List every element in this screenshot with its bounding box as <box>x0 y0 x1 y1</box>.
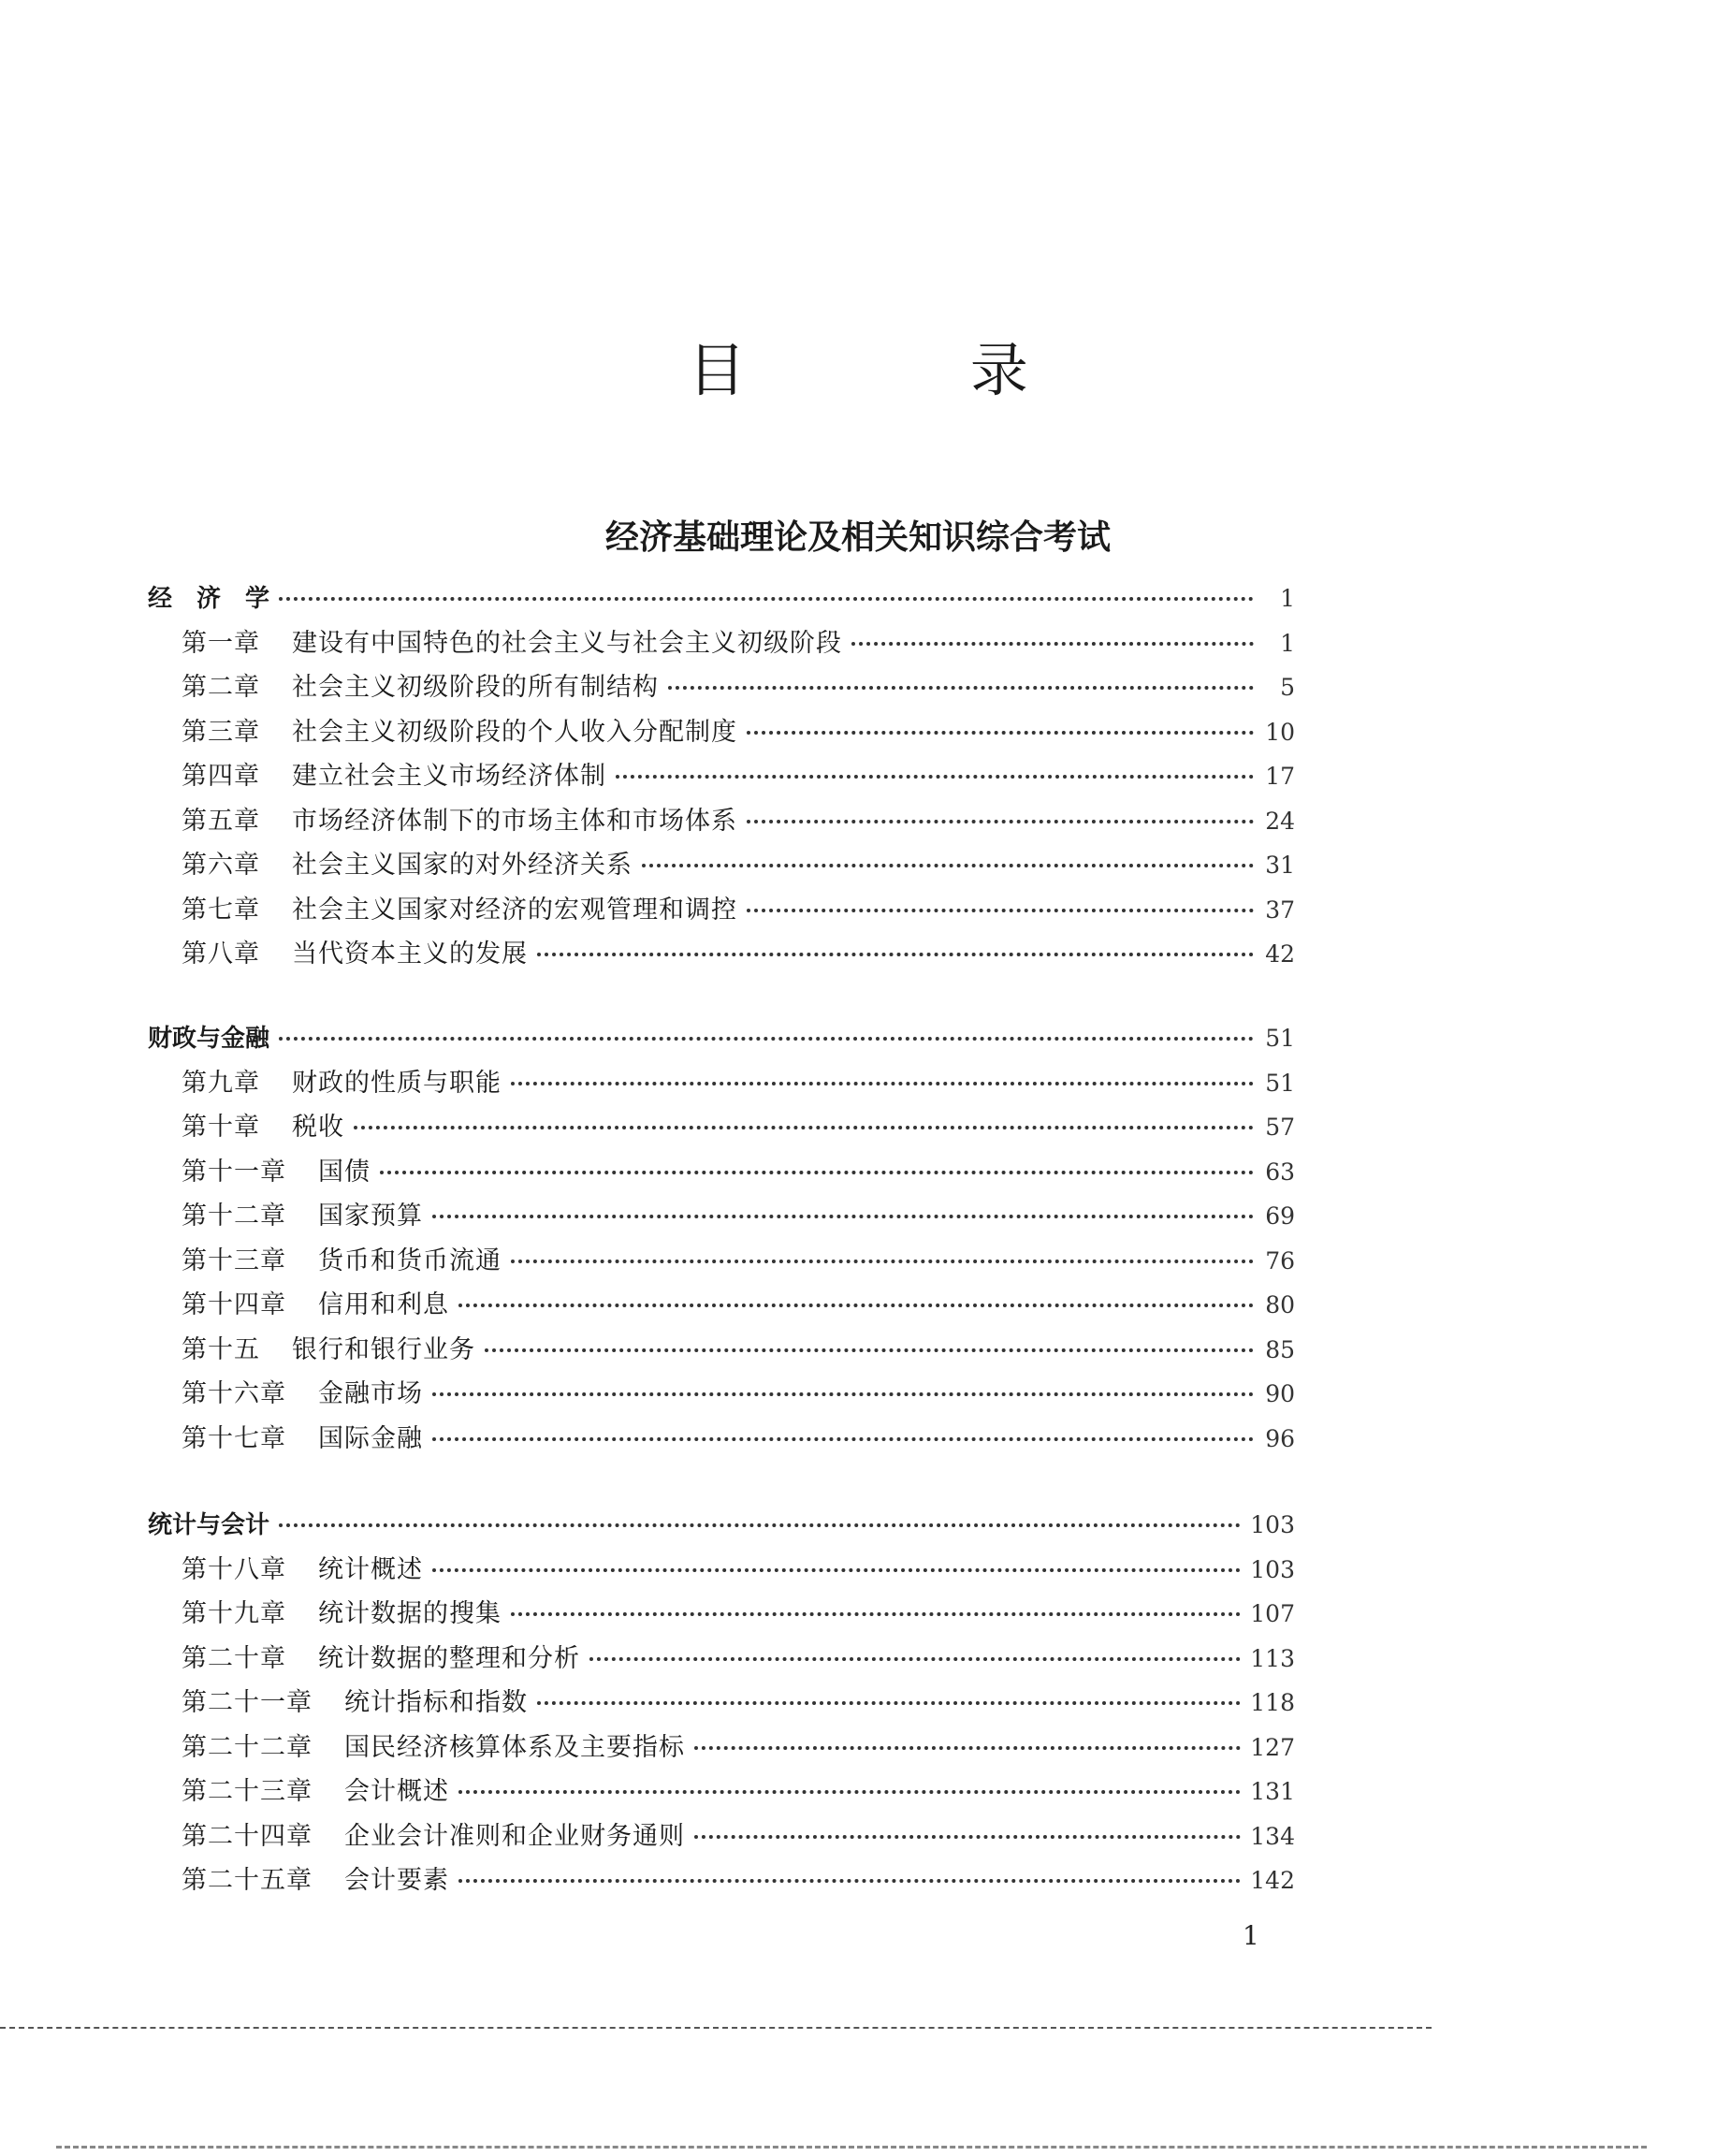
toc-page-number: 113 <box>1250 1644 1295 1672</box>
leader-dots <box>432 1437 1254 1441</box>
chapter-title: 统计概述 <box>318 1554 423 1584</box>
scan-artifact-line <box>56 2146 1647 2149</box>
toc-chapter-row <box>182 1684 1295 1722</box>
toc-page-number: 51 <box>1265 1025 1295 1052</box>
chapter-title: 统计数据的搜集 <box>318 1599 502 1628</box>
toc-chapter-row <box>182 1640 1295 1678</box>
toc-page-number: 5 <box>1280 674 1295 701</box>
toc-page-number: 57 <box>1265 1114 1295 1141</box>
chapter-number: 第二章 <box>182 673 260 702</box>
chapter-title: 社会主义初级阶段的个人收入分配制度 <box>292 717 737 747</box>
toc-page-number: 118 <box>1250 1689 1295 1716</box>
toc-page-number: 17 <box>1265 763 1295 790</box>
leader-dots <box>458 1304 1254 1307</box>
toc-section-title: 财政与金融 <box>148 1025 270 1053</box>
leader-dots <box>432 1215 1254 1218</box>
chapter-title: 社会主义初级阶段的所有制结构 <box>292 673 659 702</box>
scan-artifact-line <box>0 2027 1432 2029</box>
toc-page-number: 107 <box>1250 1600 1295 1627</box>
leader-dots <box>458 1879 1241 1883</box>
chapter-number: 第二十五章 <box>182 1866 313 1895</box>
chapter-number: 第二十四章 <box>182 1821 313 1851</box>
toc-chapter-row <box>182 1154 1295 1191</box>
chapter-title: 信用和利息 <box>318 1290 449 1319</box>
leader-dots <box>432 1568 1241 1572</box>
toc-page-number: 1 <box>1280 629 1295 657</box>
chapter-number: 第二十章 <box>182 1643 286 1673</box>
chapter-title: 社会主义国家的对外经济关系 <box>292 851 633 880</box>
toc-section-row <box>148 1020 1295 1057</box>
leader-dots <box>485 1348 1254 1352</box>
leader-dots <box>589 1657 1241 1661</box>
leader-dots <box>747 820 1254 823</box>
leader-dots <box>511 1612 1241 1616</box>
leader-dots <box>511 1260 1254 1263</box>
chapter-number: 第十三章 <box>182 1246 286 1275</box>
leader-dots <box>747 731 1254 735</box>
chapter-title: 国际金融 <box>318 1423 423 1453</box>
toc-page-number: 76 <box>1265 1246 1295 1275</box>
toc-page-number: 85 <box>1265 1335 1295 1363</box>
leader-dots <box>432 1392 1254 1396</box>
leader-dots <box>279 1523 1241 1527</box>
toc-page-number: 131 <box>1250 1778 1295 1805</box>
chapter-title: 财政的性质与职能 <box>292 1068 502 1098</box>
toc-page-number: 24 <box>1265 807 1295 835</box>
toc-chapter-row <box>182 1862 1295 1900</box>
leader-dots <box>747 909 1254 912</box>
chapter-number: 第十二章 <box>182 1202 286 1231</box>
toc-page-number: 10 <box>1265 718 1295 746</box>
leader-dots <box>668 686 1254 690</box>
leader-dots <box>458 1790 1241 1794</box>
chapter-title: 当代资本主义的发展 <box>292 940 528 969</box>
toc-chapter-row <box>182 1818 1295 1856</box>
chapter-number: 第十四章 <box>182 1290 286 1319</box>
leader-dots <box>380 1171 1254 1174</box>
chapter-number: 第十七章 <box>182 1423 286 1453</box>
chapter-title: 会计概述 <box>344 1777 449 1806</box>
chapter-title: 统计指标和指数 <box>344 1688 528 1717</box>
toc-chapter-row <box>182 1551 1295 1589</box>
toc-chapter-row <box>182 1065 1295 1102</box>
chapter-number: 第六章 <box>182 851 260 880</box>
toc-page-number: 103 <box>1250 1555 1295 1583</box>
toc-page-number: 96 <box>1265 1424 1295 1452</box>
leader-dots <box>851 642 1254 646</box>
chapter-title: 建立社会主义市场经济体制 <box>292 762 606 791</box>
toc-page-number: 134 <box>1250 1822 1295 1850</box>
chapter-number: 第二十一章 <box>182 1688 313 1717</box>
toc-section-row <box>148 580 1295 618</box>
toc-page-number: 37 <box>1265 896 1295 924</box>
toc-section-row <box>148 1507 1295 1544</box>
page-number: 1 <box>1243 1920 1259 1951</box>
toc-chapter-row <box>182 1729 1295 1767</box>
chapter-number: 第二十二章 <box>182 1732 313 1762</box>
toc-chapter-row <box>182 892 1295 929</box>
leader-dots <box>537 1701 1241 1705</box>
toc-chapter-row <box>182 625 1295 663</box>
chapter-title: 会计要素 <box>344 1866 449 1895</box>
toc-chapter-row <box>182 1420 1295 1458</box>
toc-chapter-row <box>182 1595 1295 1633</box>
toc-page-number: 31 <box>1265 852 1295 879</box>
chapter-number: 第四章 <box>182 762 260 791</box>
toc-chapter-row <box>182 669 1295 707</box>
chapter-number: 第八章 <box>182 940 260 969</box>
toc-page-number: 142 <box>1250 1867 1295 1894</box>
toc-chapter-row <box>182 1332 1295 1369</box>
chapter-title: 货币和货币流通 <box>318 1246 502 1275</box>
toc-chapter-row <box>182 714 1295 751</box>
toc-chapter-row <box>182 1773 1295 1811</box>
toc-chapter-row <box>182 1243 1295 1280</box>
chapter-title: 银行和银行业务 <box>292 1334 475 1364</box>
chapter-number: 第七章 <box>182 895 260 925</box>
leader-dots <box>354 1126 1254 1129</box>
toc-page-number: 80 <box>1265 1291 1295 1318</box>
toc-page-number: 103 <box>1250 1511 1295 1538</box>
chapter-number: 第二十三章 <box>182 1777 313 1806</box>
toc-chapter-row <box>182 758 1295 795</box>
leader-dots <box>279 597 1254 601</box>
toc-chapter-row <box>182 1287 1295 1324</box>
toc-section-title: 经 济 学 <box>148 585 270 613</box>
toc-chapter-row <box>182 803 1295 840</box>
chapter-title: 统计数据的整理和分析 <box>318 1643 580 1673</box>
toc-page-number: 51 <box>1265 1069 1295 1097</box>
chapter-title: 建设有中国特色的社会主义与社会主义初级阶段 <box>292 628 842 658</box>
chapter-title: 市场经济体制下的市场主体和市场体系 <box>292 806 737 836</box>
page-title: 目 录 <box>688 336 1131 404</box>
chapter-number: 第一章 <box>182 628 260 658</box>
leader-dots <box>537 953 1254 956</box>
toc-page-number: 127 <box>1250 1733 1295 1761</box>
leader-dots <box>694 1746 1241 1750</box>
chapter-number: 第十章 <box>182 1113 260 1142</box>
leader-dots <box>279 1037 1254 1041</box>
chapter-title: 税收 <box>292 1113 344 1142</box>
chapter-number: 第九章 <box>182 1068 260 1098</box>
toc-chapter-row <box>182 1198 1295 1235</box>
chapter-title: 国家预算 <box>318 1202 423 1231</box>
toc-chapter-row <box>182 936 1295 973</box>
toc-chapter-row <box>182 1376 1295 1413</box>
chapter-title: 社会主义国家对经济的宏观管理和调控 <box>292 895 737 925</box>
chapter-number: 第十八章 <box>182 1554 286 1584</box>
toc-page-number: 42 <box>1265 940 1295 968</box>
leader-dots <box>616 775 1254 779</box>
toc-chapter-row <box>182 1109 1295 1146</box>
chapter-number: 第十一章 <box>182 1157 286 1187</box>
toc-chapter-row <box>182 847 1295 884</box>
chapter-number: 第十五 <box>182 1334 260 1364</box>
exam-subtitle: 经济基础理论及相关知识综合考试 <box>604 518 1111 557</box>
toc-page-number: 63 <box>1265 1158 1295 1186</box>
chapter-number: 第三章 <box>182 717 260 747</box>
leader-dots <box>642 864 1254 867</box>
toc-section-title: 统计与会计 <box>148 1511 270 1539</box>
chapter-number: 第五章 <box>182 806 260 836</box>
toc-page-number: 69 <box>1265 1202 1295 1230</box>
chapter-title: 国民经济核算体系及主要指标 <box>344 1732 685 1762</box>
leader-dots <box>694 1835 1241 1839</box>
chapter-title: 金融市场 <box>318 1379 423 1408</box>
leader-dots <box>511 1082 1254 1085</box>
chapter-number: 第十九章 <box>182 1599 286 1628</box>
chapter-title: 国债 <box>318 1157 371 1187</box>
toc-page-number: 90 <box>1265 1380 1295 1407</box>
toc-page-number: 1 <box>1280 585 1295 612</box>
chapter-title: 企业会计准则和企业财务通则 <box>344 1821 685 1851</box>
chapter-number: 第十六章 <box>182 1379 286 1408</box>
